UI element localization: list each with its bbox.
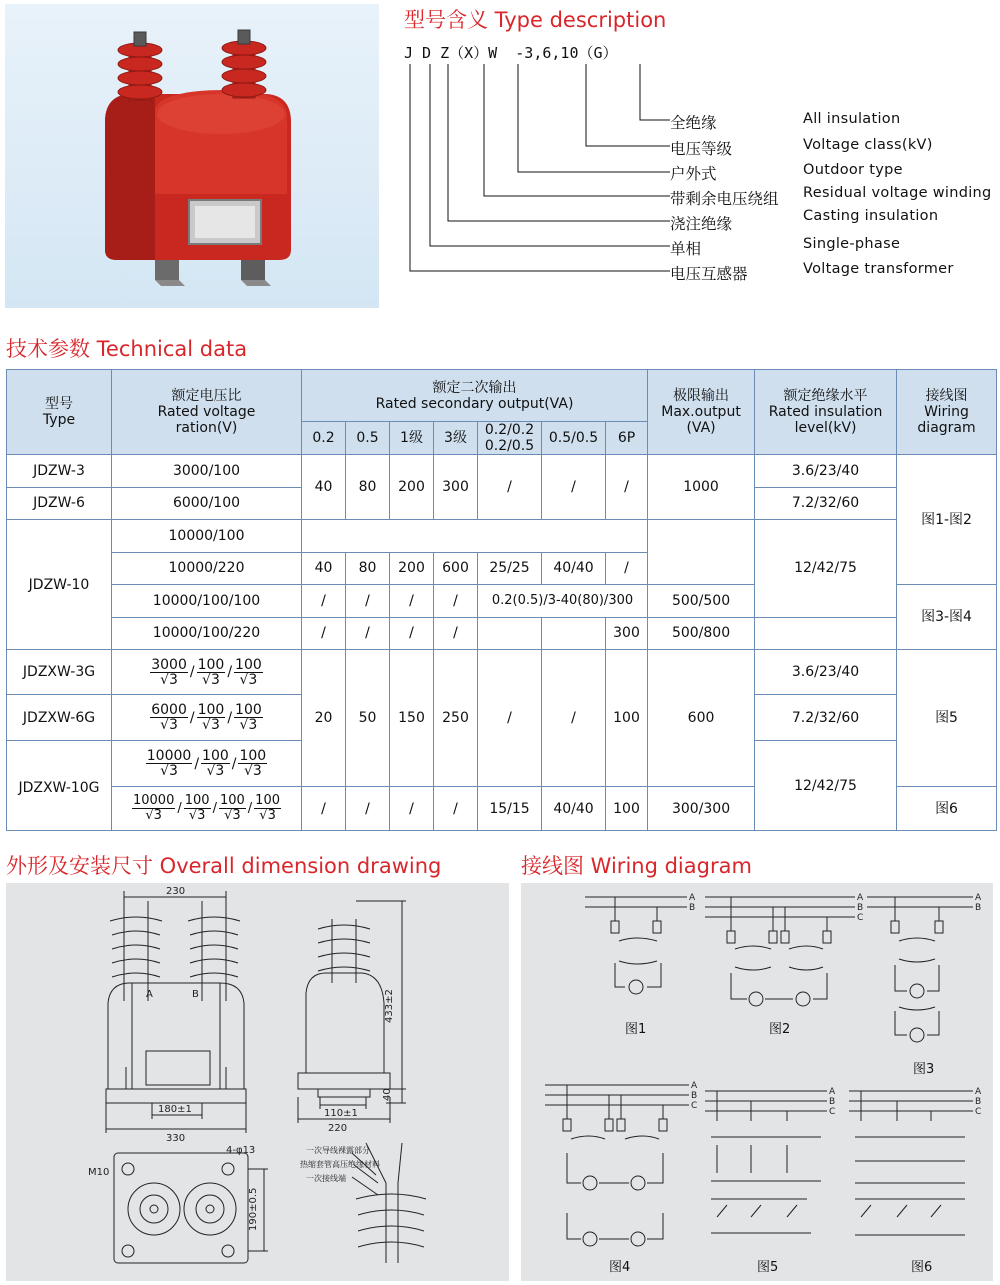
table-cell-type: JDZW-6 (7, 487, 112, 520)
dim-note: 一次导线裸露部分 (306, 1146, 370, 1155)
table-cell: 250 (434, 650, 478, 787)
table-cell: / (478, 455, 542, 520)
table-cell: / (434, 585, 478, 618)
dim-label: 4-φ13 (226, 1145, 256, 1156)
header-type: 型号 Type (7, 370, 112, 455)
technical-data-table (6, 369, 997, 831)
table-cell: 100 (606, 787, 648, 831)
type-item-cn: 带剩余电压绕组 (670, 190, 779, 208)
type-description-heading: 型号含义 Type description (404, 8, 667, 32)
type-item-en: Voltage class(kV) (803, 137, 933, 153)
table-cell: 40/40 (542, 552, 606, 585)
type-code-leader-lines (400, 60, 680, 280)
table-cell-ins: 12/42/75 (755, 741, 897, 831)
table-cell: / (302, 617, 346, 650)
table-cell-ratio: 6000/100 (112, 487, 302, 520)
dim-label: 40 (382, 1088, 393, 1101)
dimension-drawing-panel (6, 883, 509, 1281)
table-cell-type: JDZXW-3G (7, 650, 112, 695)
phase-label: C (857, 913, 864, 923)
header-class: 0.2 (302, 422, 346, 455)
header-class: 6P (606, 422, 648, 455)
wiring-diagram-panel (521, 883, 993, 1281)
table-cell: / (346, 617, 390, 650)
fig-label: 图1 (625, 1022, 647, 1037)
header-class: 1级 (390, 422, 434, 455)
table-cell: 300 (434, 455, 478, 520)
table-cell-ins: 7.2/32/60 (755, 695, 897, 741)
phase-label: B (857, 903, 864, 913)
phase-label: B (975, 1097, 982, 1107)
phase-label: C (829, 1107, 836, 1117)
technical-data-heading: 技术参数 Technical data (6, 337, 248, 361)
table-cell: 80 (346, 455, 390, 520)
type-item-en: Casting insulation (803, 208, 939, 224)
table-cell: / (542, 650, 606, 787)
table-cell-wiring: 图6 (897, 787, 997, 831)
table-cell: / (434, 617, 478, 650)
table-cell: / (606, 552, 648, 585)
phase-label: B (691, 1091, 698, 1101)
header-output: 额定二次输出 Rated secondary output(VA) (302, 370, 648, 422)
type-item-en: Residual voltage winding (803, 185, 992, 201)
fig-label: 图2 (769, 1022, 791, 1037)
table-cell-ratio: $\frac{3000}{√3}$ / $\frac{100}{√3}$ / $\frac{100}{√3}$ (112, 650, 302, 695)
dim-label: B (192, 989, 199, 1000)
dim-label: 230 (166, 886, 186, 897)
phase-label: A (691, 1081, 698, 1091)
table-cell-ratio: $\frac{10000}{√3}$ / $\frac{100}{√3}$ / $\frac{100}{√3}$ (112, 741, 302, 787)
type-item-en: Single-phase (803, 236, 901, 252)
table-cell-type: JDZXW-10G (7, 741, 112, 831)
table-cell-ins: 3.6/23/40 (755, 650, 897, 695)
fig-label: 图3 (913, 1062, 935, 1077)
table-cell-ratio: $\frac{6000}{√3}$ / $\frac{100}{√3}$ / $\frac{100}{√3}$ (112, 695, 302, 741)
table-cell: / (478, 650, 542, 787)
type-item-cn: 单相 (670, 240, 702, 258)
phase-label: A (689, 893, 696, 903)
table-cell: / (302, 585, 346, 618)
table-cell-max: 600 (648, 650, 755, 787)
type-item-cn: 户外式 (670, 165, 717, 183)
table-cell: 200 (390, 455, 434, 520)
table-cell: / (346, 787, 390, 831)
wiring-heading: 接线图 Wiring diagram (521, 854, 752, 878)
table-cell-empty (478, 617, 542, 650)
phase-label: B (829, 1097, 836, 1107)
header-insulation: 额定绝缘水平 Rated insulation level(kV) (755, 370, 897, 455)
table-cell-ratio: 10000/220 (112, 552, 302, 585)
dim-label: 110±1 (324, 1108, 358, 1119)
fig-label: 图5 (757, 1260, 779, 1275)
table-cell: / (390, 787, 434, 831)
table-cell: 15/15 (478, 787, 542, 831)
fig-label: 图6 (911, 1260, 933, 1275)
table-cell-wiring: 图5 (897, 650, 997, 787)
table-cell: 50 (346, 650, 390, 787)
type-item-en: All insulation (803, 111, 901, 127)
phase-label: B (689, 903, 696, 913)
table-cell: 40/40 (542, 787, 606, 831)
dim-note: 一次接线端 (306, 1174, 346, 1183)
type-item-en: Outdoor type (803, 162, 903, 178)
table-cell-type: JDZW-10 (7, 520, 112, 650)
table-cell-type: JDZXW-6G (7, 695, 112, 741)
fig-label: 图4 (609, 1260, 631, 1275)
table-cell: / (542, 455, 606, 520)
table-cell-ratio: 10000/100/220 (112, 617, 302, 650)
table-cell-empty (302, 520, 648, 553)
phase-label: A (975, 893, 982, 903)
table-cell-ratio: 3000/100 (112, 455, 302, 488)
header-wiring: 接线图 Wiring diagram (897, 370, 997, 455)
dim-label: 180±1 (158, 1104, 192, 1115)
type-code: J D Z（X）W -3,6,10（G） (404, 44, 618, 62)
table-cell-max: 500/800 (648, 617, 755, 650)
table-cell: / (390, 585, 434, 618)
table-cell-ins: 7.2/32/60 (755, 487, 897, 520)
table-cell-ins: 12/42/75 (755, 520, 897, 618)
table-cell-empty (542, 617, 606, 650)
table-cell: 600 (434, 552, 478, 585)
header-class: 0.5 (346, 422, 390, 455)
table-cell-max: 300/300 (648, 787, 755, 831)
type-item-cn: 电压等级 (670, 140, 733, 158)
table-cell: / (346, 585, 390, 618)
dim-label: A (146, 989, 153, 1000)
table-cell-type: JDZW-3 (7, 455, 112, 488)
table-cell: 150 (390, 650, 434, 787)
wiring-diagram (521, 883, 993, 1281)
table-cell: 200 (390, 552, 434, 585)
phase-label: A (829, 1087, 836, 1097)
product-photo (5, 4, 379, 308)
table-cell-max: 500/500 (648, 585, 755, 618)
type-item-cn: 电压互感器 (670, 265, 748, 283)
table-cell-max: 1000 (648, 455, 755, 520)
header-class: 3级 (434, 422, 478, 455)
dim-label: 190±0.5 (248, 1187, 259, 1231)
table-cell: / (390, 617, 434, 650)
type-item-cn: 浇注绝缘 (670, 215, 733, 233)
phase-label: C (691, 1101, 698, 1111)
header-class: 0.2/0.2 0.2/0.5 (478, 422, 542, 455)
table-cell: 80 (346, 552, 390, 585)
table-cell-ins: 3.6/23/40 (755, 455, 897, 488)
table-cell-ratio: 10000/100 (112, 520, 302, 553)
table-cell-wiring: 图3-图4 (897, 585, 997, 650)
phase-label: B (975, 903, 982, 913)
table-cell-empty (648, 552, 755, 585)
type-item-cn: 全绝缘 (670, 114, 717, 132)
table-cell-ratio: $\frac{10000}{√3}$ / $\frac{100}{√3}$ / $\frac{100}{√3}$ / $\frac{100}{√3}$ (112, 787, 302, 831)
dimension-drawing (6, 883, 509, 1281)
phase-label: C (975, 1107, 982, 1117)
table-cell: / (606, 455, 648, 520)
dimension-heading: 外形及安装尺寸 Overall dimension drawing (6, 854, 442, 878)
header-max-output: 极限输出 Max.output (VA) (648, 370, 755, 455)
header-class: 0.5/0.5 (542, 422, 606, 455)
table-cell-ratio: 10000/100/100 (112, 585, 302, 618)
phase-label: A (975, 1087, 982, 1097)
type-item-en: Voltage transformer (803, 261, 954, 277)
dim-note: 热缩套管高压绝缘材料 (300, 1160, 380, 1169)
dim-label: 433±2 (384, 989, 395, 1023)
table-cell: 300 (606, 617, 648, 650)
table-cell: 0.2(0.5)/3-40(80)/300 (478, 585, 648, 618)
table-cell: 20 (302, 650, 346, 787)
table-cell: 100 (606, 650, 648, 787)
dim-label: M10 (88, 1167, 110, 1178)
table-cell: 25/25 (478, 552, 542, 585)
table-cell: / (302, 787, 346, 831)
phase-label: A (857, 893, 864, 903)
table-cell-empty (648, 520, 755, 553)
dim-label: 330 (166, 1133, 186, 1144)
table-cell-wiring: 图1-图2 (897, 455, 997, 585)
dim-label: 220 (328, 1123, 348, 1134)
table-cell: 40 (302, 455, 346, 520)
table-cell: / (434, 787, 478, 831)
header-ratio: 额定电压比 Rated voltage ration(V) (112, 370, 302, 455)
table-cell: 40 (302, 552, 346, 585)
transformer-illustration (5, 4, 379, 308)
